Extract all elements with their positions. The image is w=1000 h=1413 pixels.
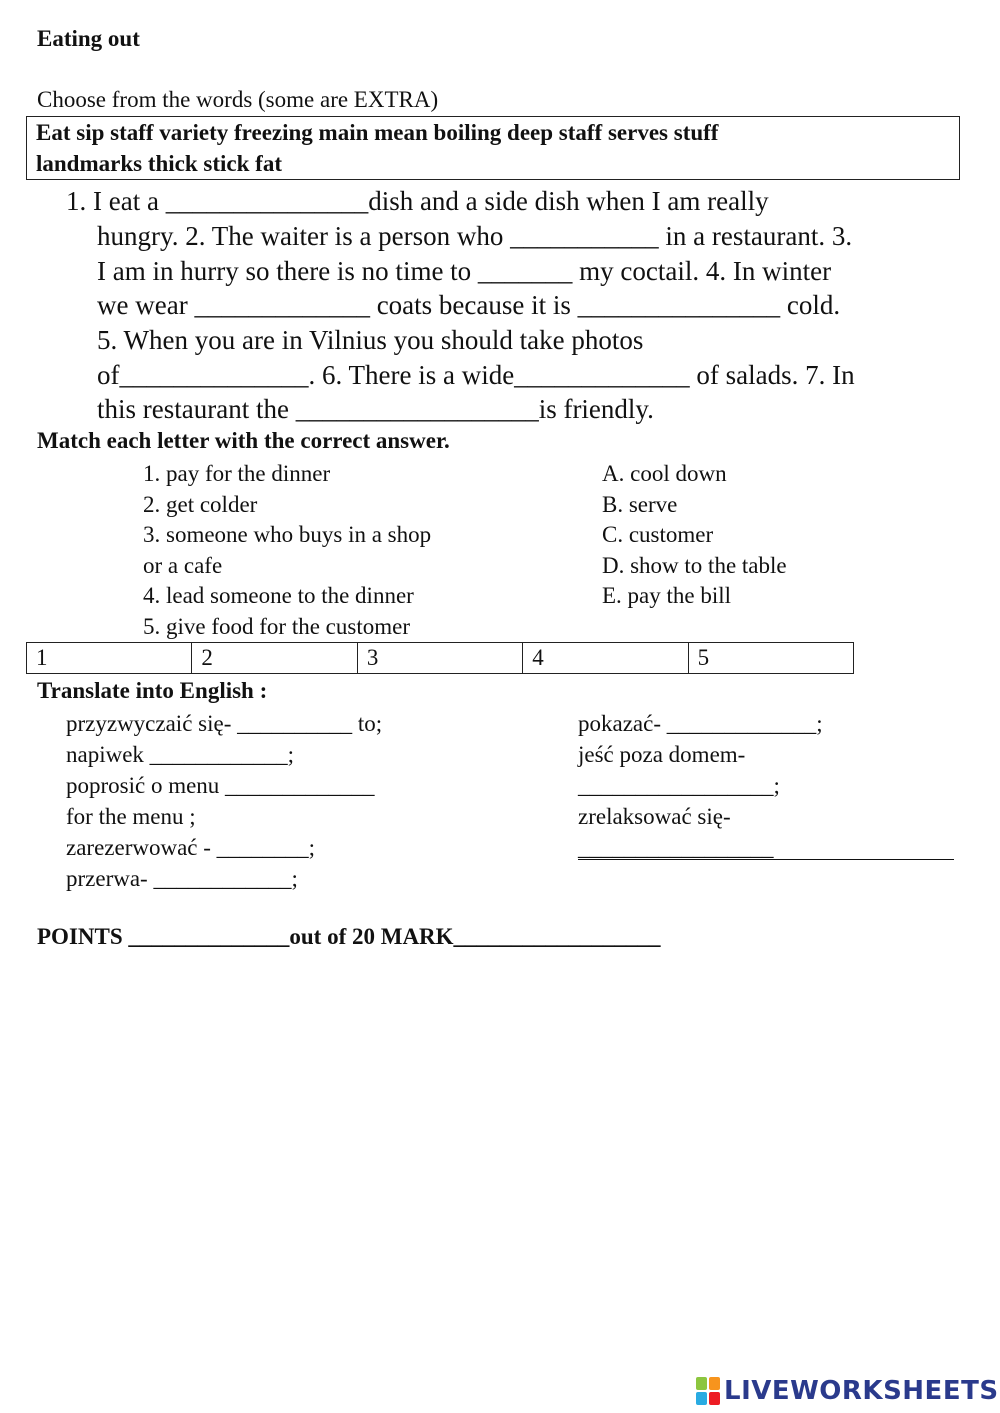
match-left-item: 1. pay for the dinner	[143, 461, 331, 486]
instruction-choose-words: Choose from the words (some are EXTRA)	[37, 87, 439, 112]
word-bank-line: Eat sip staff variety freezing main mean boiling deep staff serves stuff	[36, 120, 719, 145]
translate-right-line: pokazać- _____________;	[578, 711, 823, 736]
translate-right-line: _________________	[578, 835, 774, 860]
match-left-item: 3. someone who buys in a shop	[143, 522, 432, 547]
exercise-line: this restaurant the __________________is friendly.	[97, 394, 654, 424]
match-right-item: D. show to the table	[602, 553, 787, 578]
answer-cell-5[interactable]: 5	[697, 645, 710, 670]
translate-left-line: poprosić o menu _____________	[66, 773, 375, 798]
exercise-line: I am in hurry so there is no time to _______ my coctail. 4. In winter	[97, 256, 832, 286]
answer-grid	[26, 642, 854, 674]
exercise-line: we wear _____________ coats because it is _______________ cold.	[97, 290, 841, 320]
match-right-item: C. customer	[602, 522, 714, 547]
translate-left-line: napiwek ____________;	[66, 742, 295, 767]
match-left-item: or a cafe	[143, 553, 223, 578]
translate-left-line: for the menu ;	[66, 804, 196, 829]
translate-left-line: przyzwyczaić się- __________ to;	[66, 711, 383, 736]
translate-right-line: jeść poza domem-	[578, 742, 746, 767]
word-bank-line: landmarks thick stick fat	[36, 151, 282, 176]
page-title: Eating out	[37, 26, 140, 51]
liveworksheets-logo-text: LIVEWORKSHEETS	[724, 1376, 999, 1406]
answer-cell-4[interactable]: 4	[523, 643, 688, 673]
translate-left-line: zarezerwować - ________;	[66, 835, 316, 860]
liveworksheets-logo	[696, 1376, 999, 1406]
match-left-item: 5. give food for the customer	[143, 614, 410, 639]
match-right-item: A. cool down	[602, 461, 727, 486]
instruction-match: Match each letter with the correct answer.	[37, 428, 450, 453]
answer-cell-2[interactable]: 2	[192, 643, 357, 673]
match-right-item: B. serve	[602, 492, 678, 517]
exercise-line: 1. I eat a _______________dish and a side dish when I am really	[66, 186, 769, 216]
exercise-line: hungry. 2. The waiter is a person who ___________ in a restaurant. 3.	[97, 221, 853, 251]
translate-left-line: przerwa- ____________;	[66, 866, 298, 891]
answer-underline	[578, 859, 954, 860]
liveworksheets-logo-icon	[696, 1377, 720, 1405]
exercise-line: 5. When you are in Vilnius you should take photos	[97, 325, 644, 355]
translate-right-line: zrelaksować się-	[578, 804, 731, 829]
match-right-item: E. pay the bill	[602, 583, 732, 608]
word-bank-box	[26, 116, 960, 180]
exercise-line: of______________. 6. There is a wide_____________ of salads. 7. In	[97, 360, 855, 390]
translate-right-line: _________________;	[578, 773, 780, 798]
points-line: POINTS ______________out of 20 MARK__________________	[37, 924, 661, 949]
answer-cell-3[interactable]: 3	[358, 643, 523, 673]
answer-cell-1[interactable]: 1	[27, 643, 192, 673]
match-left-item: 2. get colder	[143, 492, 258, 517]
instruction-translate: Translate into English :	[37, 678, 268, 703]
match-left-item: 4. lead someone to the dinner	[143, 583, 414, 608]
